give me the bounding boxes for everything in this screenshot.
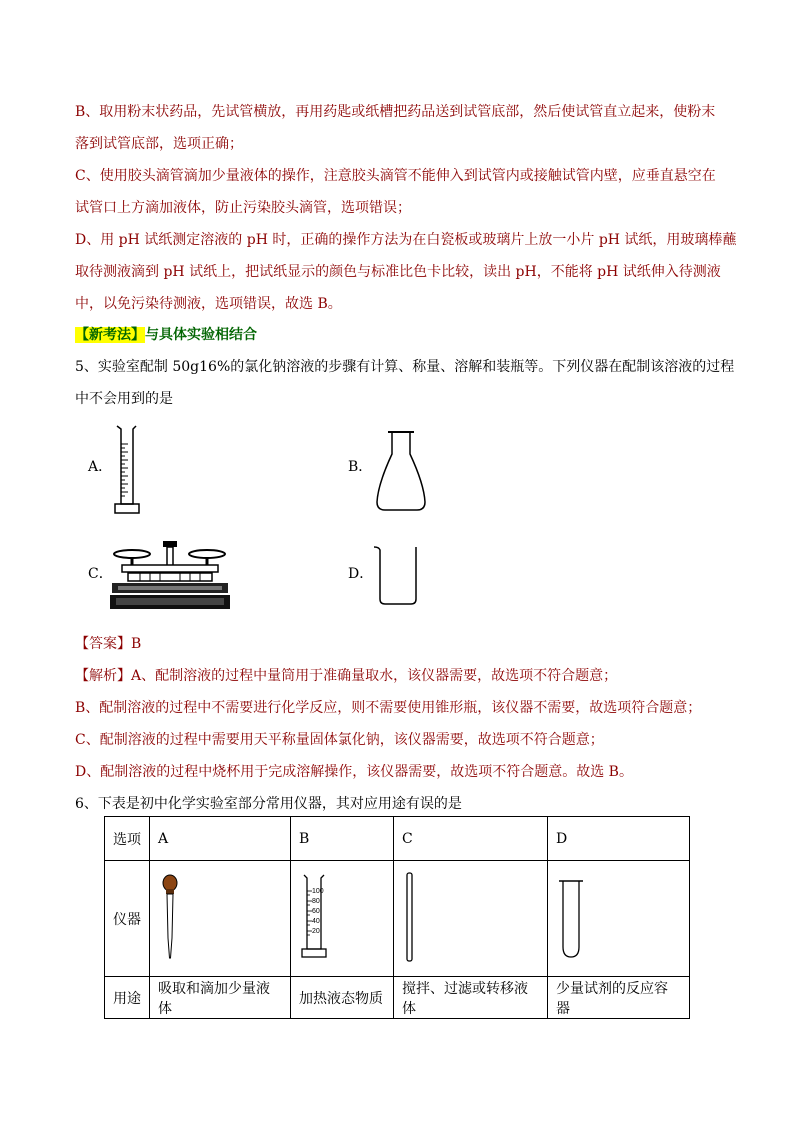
table-cell-use: 加热液态物质 [291, 977, 394, 1019]
solution-line: D、用 pH 试纸测定溶液的 pH 时，正确的操作方法为在白瓷板或玻璃片上放一小片 pH 试纸，用玻璃棒蘸 [75, 232, 737, 248]
cylinder-tick-label: 80 [312, 897, 320, 905]
tag-text: 与具体实验相结合 [145, 327, 257, 343]
graduated-cylinder-icon [299, 873, 331, 961]
q5-option-a-label: A． [88, 459, 113, 475]
q5-stem-line1: 5、实验室配制 50g16%的氯化钠溶液的步骤有计算、称量、溶解和装瓶等。下列仪器在配制该溶液的过程 [75, 359, 735, 375]
table-row [105, 817, 690, 861]
table-row-label: 仪器 [105, 861, 150, 977]
solution-line: 中，以免污染待测液，选项错误，故选 B。 [75, 296, 342, 312]
table-cell-d-instrument [548, 861, 690, 977]
beaker-icon [372, 544, 422, 606]
solution-line: 落到试管底部，选项正确； [75, 136, 243, 152]
solution-line: 试管口上方滴加液体，防止污染胶头滴管，选项错误； [75, 200, 411, 216]
table-row-label: 用途 [105, 977, 150, 1019]
table-row [105, 977, 690, 1019]
table-cell-use: 搅拌、过滤或转移液体 [394, 977, 548, 1019]
solution-line: B、取用粉末状药品，先试管横放，再用药匙或纸槽把药品送到试管底部，然后使试管直立起来，使粉末 [75, 104, 716, 120]
q5-analysis-c: C、配制溶液的过程中需要用天平称量固体氯化钠，该仪器需要，故选项不符合题意； [75, 732, 604, 748]
glass-rod-icon [402, 871, 418, 963]
table-header-cell: 选项 [105, 817, 150, 861]
cylinder-tick-label: 20 [312, 927, 320, 935]
solution-line: C、使用胶头滴管滴加少量液体的操作，注意胶头滴管不能伸入到试管内或接触试管内壁，应垂直悬空在 [75, 168, 716, 184]
table-cell-b-instrument [291, 861, 394, 977]
table-cell-a-instrument [150, 861, 291, 977]
new-method-tag [75, 325, 257, 345]
graduated-cylinder-icon [112, 424, 140, 516]
q5-option-c-label: C． [88, 566, 113, 582]
table-cell-use: 吸取和滴加少量液体 [150, 977, 291, 1019]
q5-option-d-label: D． [348, 566, 374, 582]
q5-stem-line2: 中不会用到的是 [75, 391, 173, 407]
cylinder-tick-label: 60 [312, 907, 320, 915]
table-header-cell: C [394, 817, 548, 861]
q5-analysis-b: B、配制溶液的过程中不需要进行化学反应，则不需要使用锥形瓶，该仪器不需要，故选项符合题意； [75, 700, 702, 716]
dropper-icon [158, 874, 182, 960]
conical-flask-icon [375, 430, 427, 512]
table-row [105, 861, 690, 977]
instrument-table [104, 816, 690, 1019]
solution-line: 取待测液滴到 pH 试纸上，把试纸显示的颜色与标准比色卡比较，读出 pH，不能将 pH 试纸伸入待测液 [75, 264, 721, 280]
table-cell-use: 少量试剂的反应容器 [548, 977, 690, 1019]
table-header-cell: B [291, 817, 394, 861]
test-tube-icon [556, 875, 586, 959]
balance-scale-icon [110, 537, 230, 612]
q5-analysis-d: D、配制溶液的过程中烧杯用于完成溶解操作，该仪器需要，故选项不符合题意。故选 B。 [75, 764, 633, 780]
table-header-cell: D [548, 817, 690, 861]
q6-stem: 6、下表是初中化学实验室部分常用仪器，其对应用途有误的是 [75, 796, 462, 812]
q5-analysis-a: 【解析】A、配制溶液的过程中量筒用于准确量取水，该仪器需要，故选项不符合题意； [75, 668, 618, 684]
table-header-cell: A [150, 817, 291, 861]
tag-bracket: 【新考法】 [75, 327, 145, 343]
q5-answer: 【答案】B [75, 636, 142, 652]
cylinder-tick-label: 40 [312, 917, 320, 925]
cylinder-tick-label: 100 [312, 887, 324, 895]
table-cell-c-instrument [394, 861, 548, 977]
q5-option-b-label: B． [348, 459, 373, 475]
